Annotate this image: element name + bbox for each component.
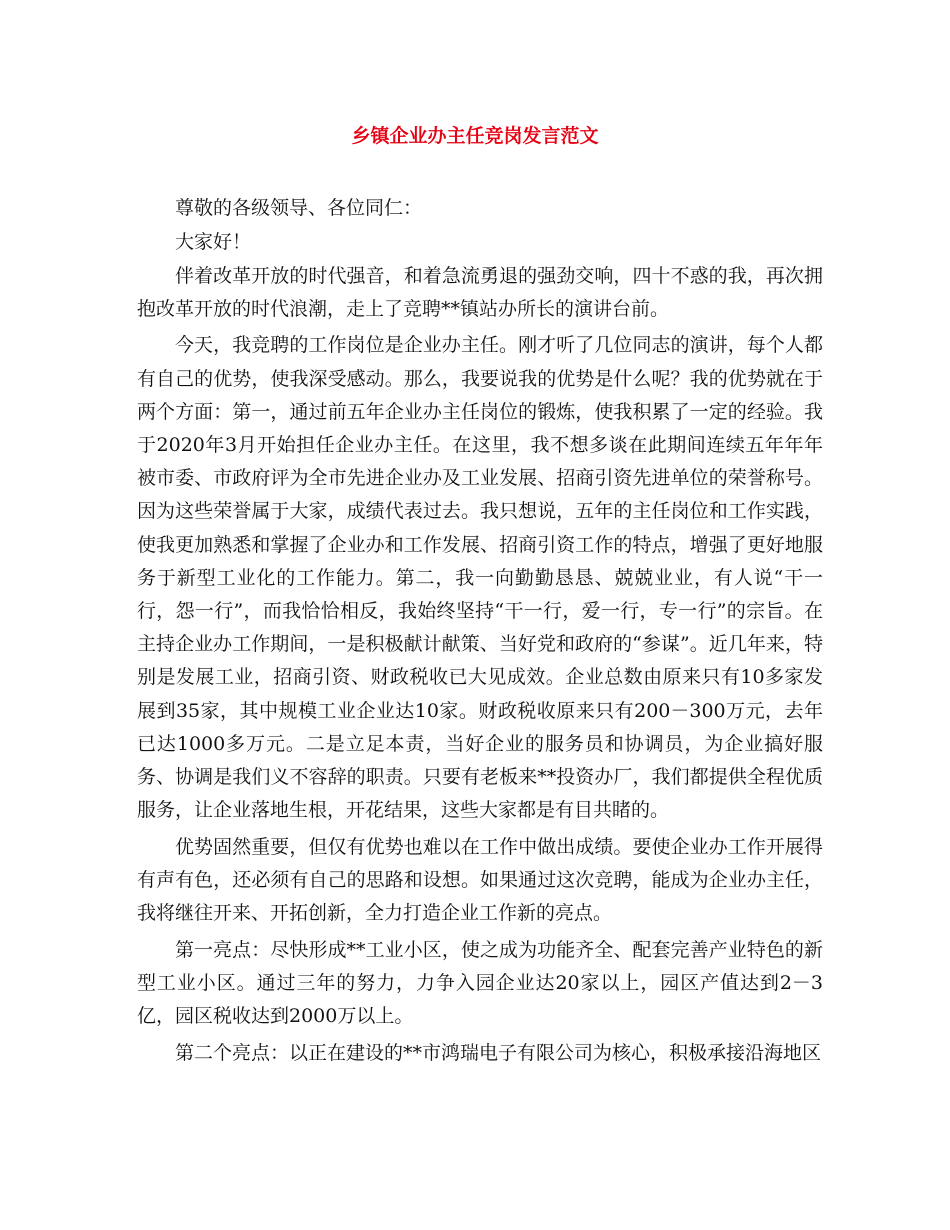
highlight-two-paragraph: 第二个亮点：以正在建设的**市鸿瑞电子有限公司为核心，积极承接沿海地区 — [175, 1041, 822, 1064]
intro-paragraph: 伴着改革开放的时代强音，和着急流勇退的强劲交响，四十不惑的我，再次拥抱改革开放的时代浪潮，走上了竞聘**镇站办所长的演讲台前。 — [137, 264, 823, 320]
document-title: 乡镇企业办主任竞岗发言范文 — [351, 125, 599, 147]
highlight-one-paragraph: 第一亮点：尽快形成**工业小区，使之成为功能齐全、配套完善产业特色的新型工业小区。通过三年的努力，力争入园企业达20家以上，园区产值达到2－3亿，园区税收达到2000万以上。 — [137, 938, 823, 1028]
plans-paragraph: 优势固然重要，但仅有优势也难以在工作中做出成绩。要使企业办工作开展得有声有色，还必须有自己的思路和设想。如果通过这次竞聘，能成为企业办主任，我将继往开来、开拓创新，全力打造企业工作新的亮点。 — [137, 835, 823, 925]
salutation-paragraph: 尊敬的各级领导、各位同仁： — [175, 197, 423, 219]
advantages-paragraph: 今天，我竞聘的工作岗位是企业办主任。刚才听了几位同志的演讲，每个人都有自己的优势，使我深受感动。那么，我要说我的优势是什么呢？我的优势就在于两个方面：第一，通过前五年企业办主任岗位的锻炼，使我积累了一定的经验。我于2020年3月开始担任企业办主任。在这里，我不想多谈在此期间连续五年年年被市委、市政府评为全市先进企业办及工业发展、招商引资先进单位的荣誉称号。因为这些荣誉属于大家，成绩代表过去。我只想说，五年的主任岗位和工作实践，使我更加熟悉和掌握了企业办和工作发展、招商引资工作的特点，增强了更好地服务于新型工业化的工作能力。第二，我一向勤勤恳恳、兢兢业业，有人说“干一行，怨一行”，而我恰恰相反，我始终坚持“干一行，爱一行，专一行”的宗旨。在主持企业办工作期间，一是积极献计献策、当好党和政府的“参谋”。近几年来，特别是发展工业，招商引资、财政税收已大见成效。企业总数由原来只有10多家发展到35家，其中规模工业企业达10家。财政税收原来只有200－300万元，去年已达1000多万元。二是立足本责，当好企业的服务员和协调员，为企业搞好服务、协调是我们义不容辞的职责。只要有老板来**投资办厂，我们都提供全程优质服务，让企业落地生根，开花结果，这些大家都是有目共睹的。 — [137, 334, 823, 822]
document-body — [137, 192, 823, 1073]
greeting-paragraph: 大家好！ — [175, 230, 252, 253]
